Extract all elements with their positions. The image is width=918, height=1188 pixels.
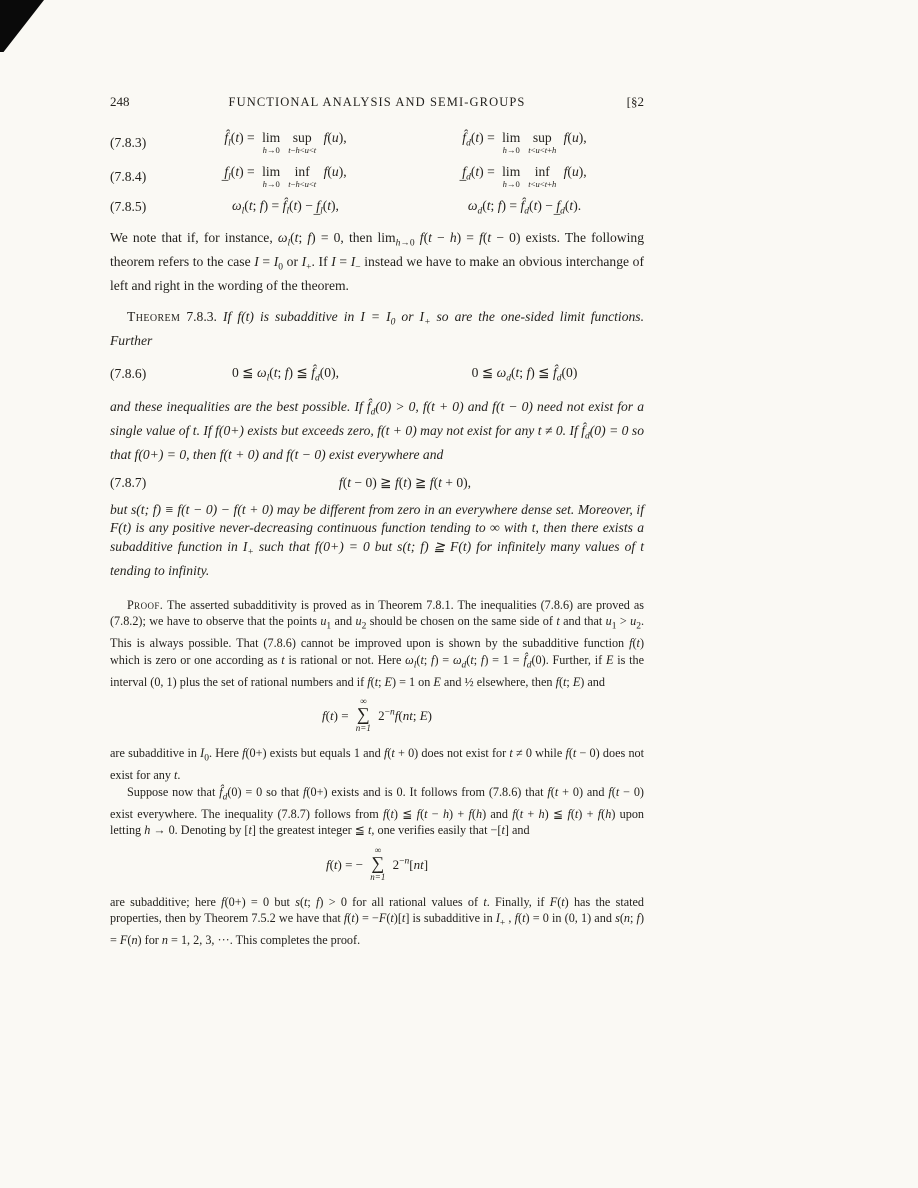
equation-7-8-4-body (110, 164, 644, 189)
equation-7-8-7-body (110, 475, 644, 491)
scan-corner-artifact (0, 0, 44, 52)
running-title: FUNCTIONAL ANALYSIS AND SEMI-GROUPS (228, 95, 526, 109)
equation-7-8-6 (110, 365, 644, 384)
proof-paragraph-2: are subadditive in $I_0$. Here f(0+) exists but equals 1 and f(t + 0) does not exist for t ≠ 0 while f(t − 0) does not exist for any t. (110, 746, 645, 783)
display-equation-sum-1: f(t) = ∞ ∑ n=1 $2^{-n}f(nt$; E) (322, 696, 432, 734)
page-content (110, 94, 644, 949)
equation-7-8-3 (110, 130, 644, 155)
equation-7-8-6-left: 0 ≦ $\omega_l(t$; f) ≦ $f̂_d(0)$, (231, 364, 339, 384)
display-equation-sum-2: f(t) = − ∞ ∑ n=1 $2^{-n}[nt]$ (325, 844, 429, 882)
theorem-text-after-787: but s(t; f) ≡ f(t − 0) − f(t + 0) may be different from zero in an everywhere dense set. Moreover, if F(t) is any positive never-decreasing continuous function tending to ∞ with t, then there exists a subadditive function in $I_+$ such that f(0+) = 0 but s(t; f) ≧ F(t) for infinitely many values of t tending to infinity. (110, 501, 644, 579)
section-mark: [§2 (626, 94, 644, 109)
equation-number-7-8-5: (7.8.5) (110, 199, 147, 215)
equation-7-8-7 (110, 475, 644, 491)
equation-7-8-3-left: $f̂_l(t)$ = lim h→0 sup t−h<u<t f(u), (224, 130, 347, 155)
equation-7-8-5-left: $\omega_l(t$; $f) = f̂_l(t)$ − $f̲_l(t)$, (232, 198, 339, 217)
equation-number-7-8-3: (7.8.3) (110, 134, 147, 150)
equation-number-7-8-7: (7.8.7) (110, 474, 147, 490)
proof-paragraph-3: Suppose now that $f̂_d(0) = 0$ so that f(0+) exists and is 0. It follows from (7.8.6) that f(t + 0) and f(t − 0) exist everywhere. The inequality (7.8.7) follows from f(t) ≦ f(t − h) + f(h) and f(t + h) ≦ f(t) + f(h) upon letting h → 0. Denoting by [t] the greatest integer ≦ t, one verifies easily that −[t] and (110, 784, 645, 838)
running-header (110, 94, 644, 110)
equation-7-8-3-right: $f̂_d(t)$ = lim h→0 sup t<u<t+h f(u), (462, 130, 587, 155)
proof-paragraph-1: Proof. The asserted subadditivity is proved as in Theorem 7.8.1. The inequalities (7.8.6) are proved as (7.8.2); we have to observe that the points $u_1$ and $u_2$ should be chosen on the same side of t and that $u_1 > u_2$. This is always possible. That (7.8.6) cannot be improved upon is shown by the subadditive function f(t) which is zero or one according as t is rational or not. Here $\omega_l(t$; $f) = \omega_d(t$; $f) = 1 = f̂_d(0)$. Further, if E is the interval (0, 1) plus the set of rational numbers and if f(t; E) = 1 on E and ½ elsewhere, then f(t; E) and (110, 597, 644, 689)
theorem-statement: Theorem 7.8.3. If f(t) is subadditive in $I = I_0$ or $I_+$ so are the one-sided limit functions. Further (110, 308, 644, 349)
equation-7-8-6-right: 0 ≦ $\omega_d(t$; f) ≦ $f̂_d(0)$ (471, 364, 578, 384)
equation-7-8-5 (110, 198, 644, 217)
equation-7-8-4-left: $f̲_l(t)$ = lim h→0 inf t−h<u<t f(u), (224, 164, 347, 189)
equation-7-8-6-body (110, 365, 644, 384)
equation-7-8-5-right: $\omega_d(t$; $f) = f̂_d(t)$ − $f̲_d(t)$. (467, 198, 582, 217)
equation-number-7-8-4: (7.8.4) (110, 168, 147, 184)
equation-number-7-8-6: (7.8.6) (110, 366, 147, 382)
theorem-text-after-786: and these inequalities are the best possible. If $f̂_d(0) > 0$, f(t + 0) and f(t − 0) need not exist for a single value of t. If f(0+) exists but exceeds zero, f(t + 0) may not exist for any t ≠ 0. If $f̂_d(0) = 0$ so that f(0+) = 0, then f(t + 0) and f(t − 0) exist everywhere and (110, 398, 645, 463)
equation-7-8-4-right: $f̲_d(t)$ = lim h→0 inf t<u<t+h f(u), (462, 164, 587, 189)
equation-7-8-5-body (110, 198, 644, 217)
equation-7-8-3-body (110, 130, 644, 155)
equation-7-8-4 (110, 164, 644, 189)
proof-paragraph-4: are subadditive; here f(0+) = 0 but s(t; f) > 0 for all rational values of t. Finally, if F(t) has the stated properties, then by Theorem 7.5.2 we have that f(t) = −F(t)[t] is subadditive in $I_+$ , f(t) = 0 in (0, 1) and s(n; f) = F(n) for n = 1, 2, 3, ···. This completes the proof. (110, 894, 645, 948)
paragraph-note: We note that if, for instance, $\omega_l(t$; f) = 0, then $\lim_{h\to 0} f(t - h) = f(t - 0)$ exists. The following theorem refers to the case $I = I_0$ or $I_+$. If $I = I_-$ instead we have to make an obvious interchange of left and right in the wording of the theorem. (110, 229, 645, 294)
page-number: 248 (110, 94, 130, 109)
equation-7-8-7-center: f(t − 0) ≧ f(t) ≧ f(t + 0), (338, 474, 472, 490)
